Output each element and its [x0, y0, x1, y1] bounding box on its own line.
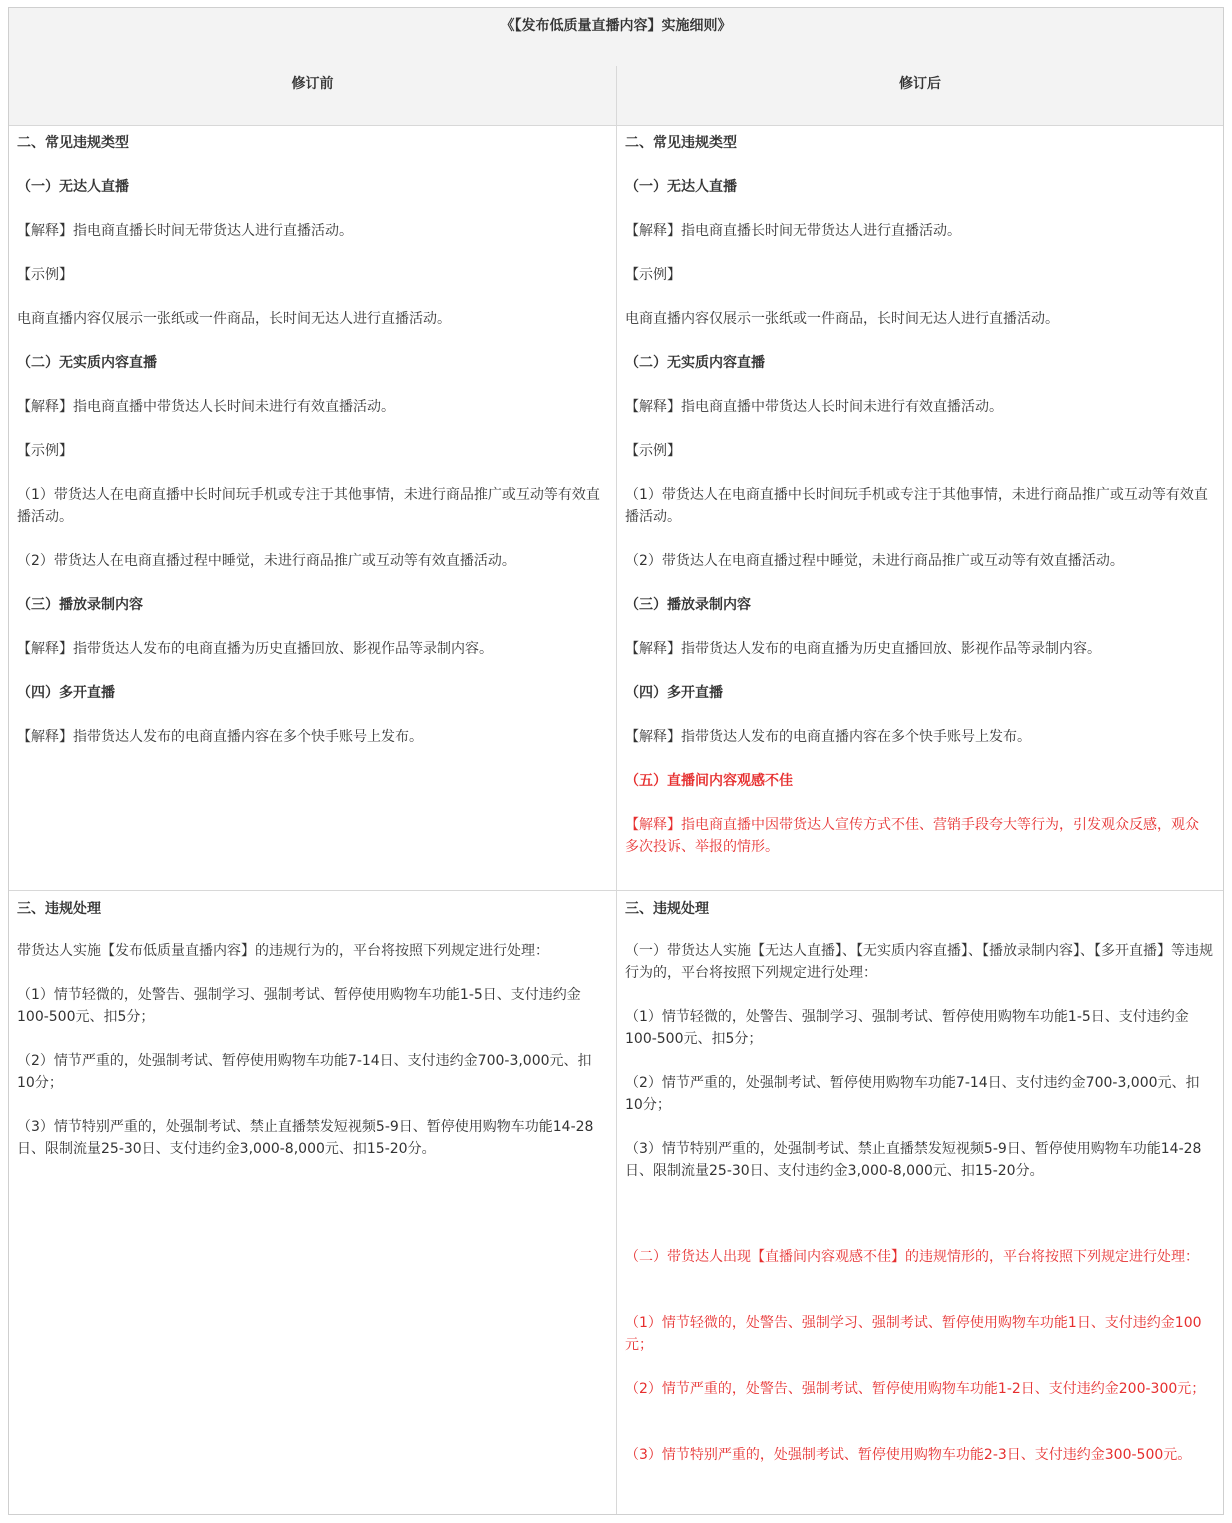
penalty-group1-serious: （2）情节严重的，处强制考试、暂停使用购物车功能7-14日、支付违约金700-3,000元、扣10分； [625, 1075, 1200, 1113]
penalty-group2-intro-added: （二）带货达人出现【直播间内容观感不佳】的违规情形的，平台将按照下列规定进行处理： [625, 1249, 1199, 1265]
penalty-group2-serious-added: （2）情节严重的，处警告、强制考试、暂停使用购物车功能1-2日、支付违约金200-300元； [625, 1381, 1206, 1397]
penalty-group2-very-serious-added: （3）情节特别严重的，处强制考试、暂停使用购物车功能2-3日、支付违约金300-500元。 [625, 1447, 1192, 1463]
item-2-example-2: （2）带货达人在电商直播过程中睡觉，未进行商品推广或互动等有效直播活动。 [625, 553, 1124, 569]
penalty-very-serious: （3）情节特别严重的，处强制考试、禁止直播禁发短视频5-9日、暂停使用购物车功能14-28日、限制流量25-30日、支付违约金3,000-8,000元、扣15-20分。 [17, 1119, 594, 1157]
item-2-heading: （二）无实质内容直播 [625, 355, 765, 371]
penalty-group1-intro: （一）带货达人实施【无达人直播】、【无实质内容直播】、【播放录制内容】、【多开直播】等违规行为的，平台将按照下列规定进行处理： [625, 943, 1213, 981]
item-3-heading: （三）播放录制内容 [17, 597, 143, 613]
section2-heading: 二、常见违规类型 [17, 135, 129, 151]
table-title: 《【发布低质量直播内容】实施细则》 [9, 8, 1223, 67]
section3-heading: 三、违规处理 [625, 901, 709, 917]
item-1-explain: 【解释】指电商直播长时间无带货达人进行直播活动。 [625, 223, 961, 239]
item-1-example: 电商直播内容仅展示一张纸或一件商品，长时间无达人进行直播活动。 [17, 311, 451, 327]
item-1-heading: （一）无达人直播 [625, 179, 737, 195]
item-2-example-label: 【示例】 [17, 443, 73, 459]
revision-comparison-table [8, 7, 1224, 1515]
item-2-example-1: （1）带货达人在电商直播中长时间玩手机或专注于其他事情，未进行商品推广或互动等有效直播活动。 [625, 487, 1208, 525]
item-1-example: 电商直播内容仅展示一张纸或一件商品，长时间无达人进行直播活动。 [625, 311, 1059, 327]
item-2-example-label: 【示例】 [625, 443, 681, 459]
penalty-group1-very-serious: （3）情节特别严重的，处强制考试、禁止直播禁发短视频5-9日、暂停使用购物车功能14-28日、限制流量25-30日、支付违约金3,000-8,000元、扣15-20分。 [625, 1141, 1202, 1179]
penalty-serious: （2）情节严重的，处强制考试、暂停使用购物车功能7-14日、支付违约金700-3,000元、扣10分； [17, 1053, 592, 1091]
item-4-explain: 【解释】指带货达人发布的电商直播内容在多个快手账号上发布。 [17, 729, 423, 745]
item-4-heading: （四）多开直播 [17, 685, 115, 701]
item-5-explain-added: 【解释】指电商直播中因带货达人宣传方式不佳、营销手段夸大等行为，引发观众反感，观众多次投诉、举报的情形。 [625, 817, 1199, 855]
item-2-example-1: （1）带货达人在电商直播中长时间玩手机或专注于其他事情，未进行商品推广或互动等有效直播活动。 [17, 487, 600, 525]
section3-heading: 三、违规处理 [17, 901, 101, 917]
row-divider [9, 890, 1223, 891]
penalty-group1-minor: （1）情节轻微的，处警告、强制学习、强制考试、暂停使用购物车功能1-5日、支付违约金100-500元、扣5分； [625, 1009, 1189, 1047]
penalty-minor: （1）情节轻微的，处警告、强制学习、强制考试、暂停使用购物车功能1-5日、支付违约金100-500元、扣5分； [17, 987, 581, 1025]
item-4-explain: 【解释】指带货达人发布的电商直播内容在多个快手账号上发布。 [625, 729, 1031, 745]
item-3-heading: （三）播放录制内容 [625, 597, 751, 613]
penalty-group2-minor-added: （1）情节轻微的，处警告、强制学习、强制考试、暂停使用购物车功能1日、支付违约金100元； [625, 1315, 1202, 1353]
item-2-example-2: （2）带货达人在电商直播过程中睡觉，未进行商品推广或互动等有效直播活动。 [17, 553, 516, 569]
item-1-explain: 【解释】指电商直播长时间无带货达人进行直播活动。 [17, 223, 353, 239]
item-1-example-label: 【示例】 [17, 267, 73, 283]
header-before: 修订前 [291, 76, 334, 92]
item-2-heading: （二）无实质内容直播 [17, 355, 157, 371]
item-1-heading: （一）无达人直播 [17, 179, 129, 195]
item-2-explain: 【解释】指电商直播中带货达人长时间未进行有效直播活动。 [17, 399, 395, 415]
item-1-example-label: 【示例】 [625, 267, 681, 283]
item-3-explain: 【解释】指带货达人发布的电商直播为历史直播回放、影视作品等录制内容。 [17, 641, 493, 657]
item-2-explain: 【解释】指电商直播中带货达人长时间未进行有效直播活动。 [625, 399, 1003, 415]
header-after: 修订后 [899, 76, 941, 92]
column-divider [616, 66, 617, 1514]
item-4-heading: （四）多开直播 [625, 685, 723, 701]
section2-heading: 二、常见违规类型 [625, 135, 737, 151]
item-5-heading-added: （五）直播间内容观感不佳 [625, 773, 793, 789]
item-3-explain: 【解释】指带货达人发布的电商直播为历史直播回放、影视作品等录制内容。 [625, 641, 1101, 657]
penalty-intro: 带货达人实施【发布低质量直播内容】的违规行为的，平台将按照下列规定进行处理： [17, 943, 549, 959]
